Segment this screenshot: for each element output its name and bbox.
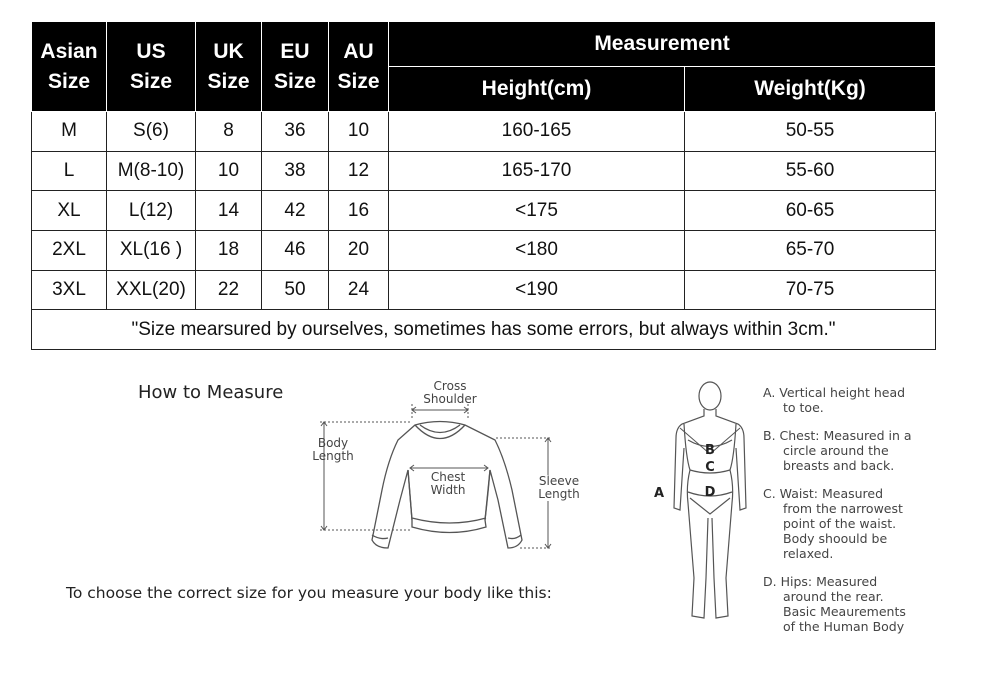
header-uk-size: UK Size — [196, 22, 262, 112]
figure-letter-b: B — [705, 443, 715, 458]
cell-uk: 14 — [196, 191, 262, 231]
table-row — [32, 112, 936, 152]
header-weight: Weight(Kg) — [685, 67, 936, 112]
cell-height: <175 — [389, 191, 685, 231]
sleeve-length-label: Sleeve Length — [528, 475, 590, 501]
cell-au: 24 — [329, 270, 389, 310]
header-asian-size: Asian Size — [32, 22, 107, 112]
cross-shoulder-label: Cross Shoulder — [423, 379, 477, 406]
cell-eu: 36 — [262, 112, 329, 152]
cell-uk: 18 — [196, 230, 262, 270]
header-au-size: AU Size — [329, 22, 389, 112]
cell-au: 20 — [329, 230, 389, 270]
chest-width-label: Chest Width — [430, 470, 466, 497]
cell-eu: 46 — [262, 230, 329, 270]
table-row — [32, 230, 936, 270]
figure-letter-c: C — [705, 460, 715, 475]
note-d: D. Hips: Measured around the rear. Basic Meaurements of the Human Body — [763, 574, 906, 634]
table-row — [32, 191, 936, 231]
cell-eu: 50 — [262, 270, 329, 310]
cell-us: XXL(20) — [107, 270, 196, 310]
header-us-size: US Size — [107, 22, 196, 112]
table-row — [32, 151, 936, 191]
note-c: C. Waist: Measured from the narrowest point of the waist. Body shoould be relaxed. — [763, 486, 903, 561]
cell-weight: 65-70 — [685, 230, 936, 270]
cell-au: 10 — [329, 112, 389, 152]
cell-au: 12 — [329, 151, 389, 191]
header-eu-size: EU Size — [262, 22, 329, 112]
cell-eu: 38 — [262, 151, 329, 191]
cell-uk: 10 — [196, 151, 262, 191]
cell-us: S(6) — [107, 112, 196, 152]
shirt-diagram-icon — [300, 380, 540, 560]
header-measurement: Measurement — [389, 22, 936, 67]
cell-asian: L — [32, 151, 107, 191]
cell-height: 165-170 — [389, 151, 685, 191]
table-row — [32, 270, 936, 310]
cell-weight: 60-65 — [685, 191, 936, 231]
cell-weight: 55-60 — [685, 151, 936, 191]
cell-uk: 8 — [196, 112, 262, 152]
cell-asian: XL — [32, 191, 107, 231]
choose-size-instruction: To choose the correct size for you measure your body like this: — [66, 584, 552, 602]
cell-height: <190 — [389, 270, 685, 310]
how-to-measure-title: How to Measure — [138, 382, 284, 403]
note-b: B. Chest: Measured in a circle around the breasts and back. — [763, 428, 912, 473]
measurement-notes — [763, 385, 963, 647]
note-a: A. Vertical height head to toe. — [763, 385, 906, 415]
cell-asian: 3XL — [32, 270, 107, 310]
cell-asian: 2XL — [32, 230, 107, 270]
header-height: Height(cm) — [389, 67, 685, 112]
body-figure-icon — [660, 378, 760, 628]
body-length-label: Body Length — [312, 436, 354, 463]
cell-us: M(8-10) — [107, 151, 196, 191]
cell-height: 160-165 — [389, 112, 685, 152]
cell-us: L(12) — [107, 191, 196, 231]
cell-height: <180 — [389, 230, 685, 270]
table-note-row — [32, 310, 936, 350]
cell-au: 16 — [329, 191, 389, 231]
cell-weight: 70-75 — [685, 270, 936, 310]
figure-letter-d: D — [704, 485, 716, 500]
size-note: "Size mearsured by ourselves, sometimes has some errors, but always within 3cm." — [32, 310, 936, 350]
cell-us: XL(16 ) — [107, 230, 196, 270]
cell-asian: M — [32, 112, 107, 152]
cell-eu: 42 — [262, 191, 329, 231]
figure-letter-a: A — [653, 486, 665, 501]
cell-weight: 50-55 — [685, 112, 936, 152]
size-chart-table — [31, 21, 936, 350]
cell-uk: 22 — [196, 270, 262, 310]
